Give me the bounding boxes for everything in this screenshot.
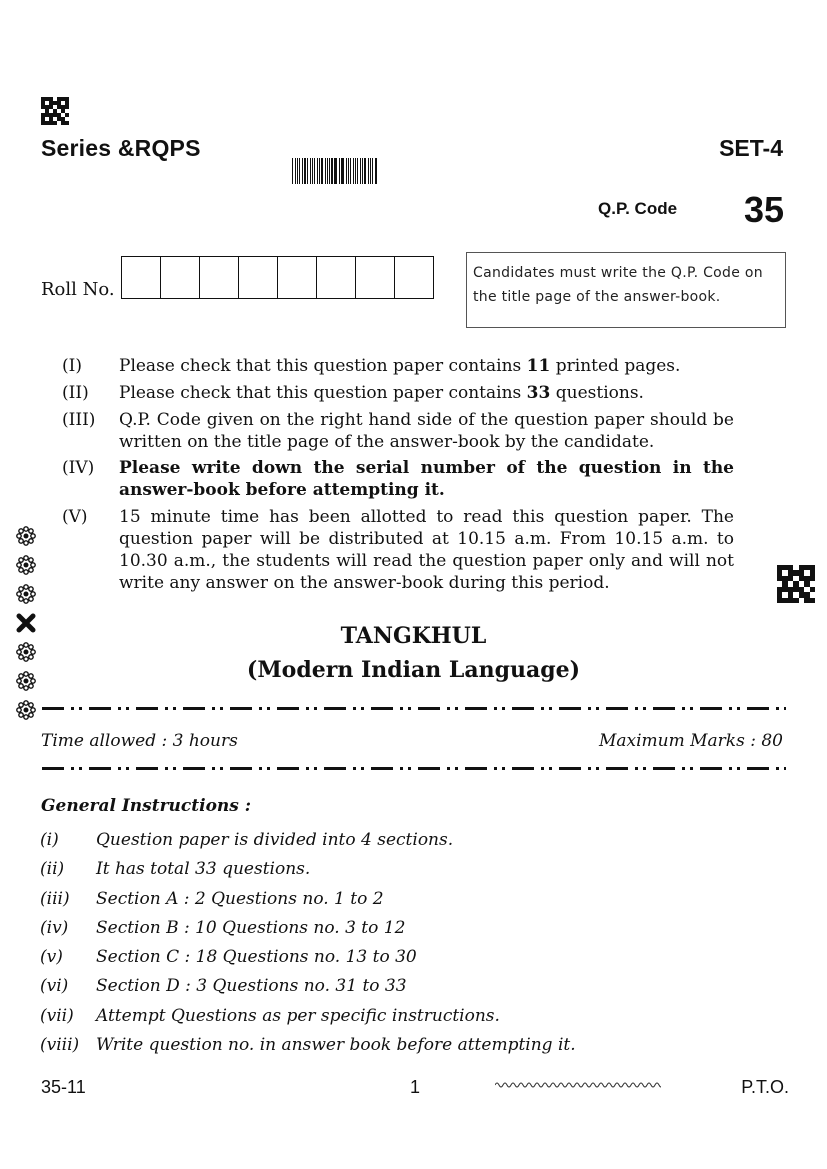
roll-digit-box[interactable]	[317, 257, 356, 298]
subject-title: TANGKHUL	[340, 623, 487, 649]
pto-label: P.T.O.	[741, 1077, 789, 1097]
roll-digit-box[interactable]	[200, 257, 239, 298]
check-number: (II)	[62, 383, 89, 403]
divider-line	[42, 707, 786, 710]
asterisk-mark-icon	[14, 582, 38, 606]
series-label: Series &RQPS	[41, 135, 201, 161]
check-item-5	[62, 506, 734, 594]
check-number: (III)	[62, 410, 96, 430]
check-number: (IV)	[62, 458, 95, 478]
asterisk-mark-icon	[14, 553, 38, 577]
roll-digit-box[interactable]	[239, 257, 278, 298]
check-item-3	[62, 409, 734, 453]
qp-code-label: Q.P. Code	[598, 199, 678, 218]
roll-no-label: Roll No.	[41, 279, 115, 300]
check-text: Q.P. Code given on the right hand side of the question paper should be written on the title page of the answer-book by the candidate.	[119, 410, 734, 452]
qr-code-top	[41, 97, 69, 125]
qr-code-side	[777, 565, 815, 603]
check-number: (V)	[62, 507, 88, 527]
roll-no-boxes[interactable]	[121, 256, 434, 299]
qp-code-notice: Candidates must write the Q.P. Code on the title page of the answer-book.	[466, 252, 786, 328]
barcode	[292, 158, 378, 184]
general-instructions-heading: General Instructions :	[41, 796, 252, 816]
check-item-4	[62, 457, 734, 501]
roll-digit-box[interactable]	[122, 257, 161, 298]
roll-digit-box[interactable]	[278, 257, 317, 298]
asterisk-mark-icon	[14, 698, 38, 722]
roll-digit-box[interactable]	[395, 257, 433, 298]
divider-line	[42, 767, 786, 770]
check-text: Please write down the serial number of the question in the answer-book before attempting it.	[119, 458, 734, 500]
roll-digit-box[interactable]	[161, 257, 200, 298]
set-label: SET-4	[719, 135, 783, 161]
footer-code: 35-11	[41, 1077, 86, 1097]
check-text: 15 minute time has been allotted to read this question paper. The question paper will be distributed at 10.15 a.m. From 10.15 a.m. to 10.30 a.m., the students will read the question paper only and will not write any answer on the answer-book during this period.	[119, 507, 734, 593]
check-number: (I)	[62, 356, 82, 376]
page-number: 1	[410, 1077, 421, 1097]
check-item-2: (II) Please check that this question paper contains 33 questions.	[62, 383, 644, 403]
qp-code-value: 35	[744, 189, 785, 230]
roll-digit-box[interactable]	[356, 257, 395, 298]
check-item-1: (I) Please check that this question paper contains 11 printed pages.	[62, 356, 681, 376]
time-allowed: Time allowed : 3 hours	[41, 731, 238, 751]
asterisk-mark-icon	[14, 524, 38, 548]
wavy-line-icon	[495, 1080, 661, 1090]
subject-subtitle: (Modern Indian Language)	[246, 657, 581, 683]
maximum-marks: Maximum Marks : 80	[598, 731, 783, 751]
